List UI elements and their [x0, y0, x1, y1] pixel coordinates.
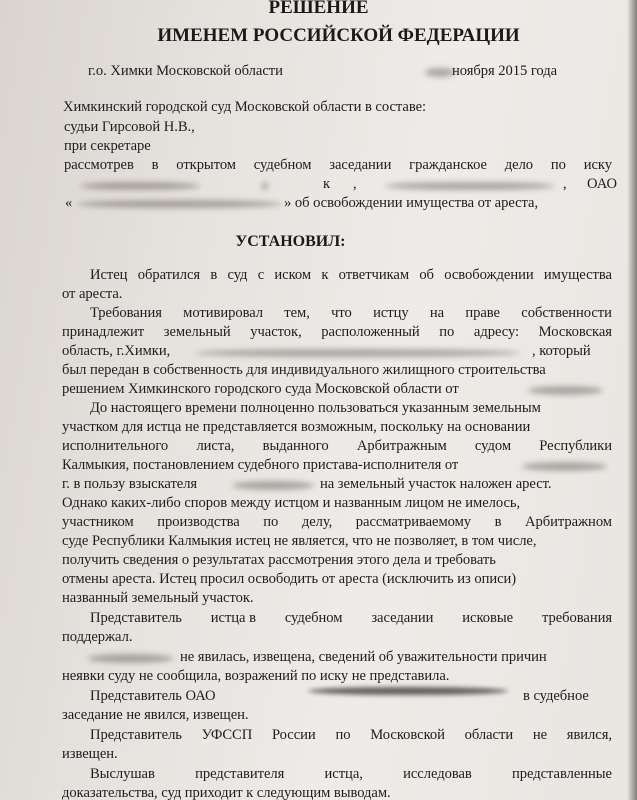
- body-line: Требования мотивировал тем, что истцу на праве собственности: [90, 305, 612, 321]
- redaction: [77, 200, 282, 208]
- body-line: суде Республики Калмыкия истец не является, что не позволяет, в том числе,: [62, 533, 537, 549]
- redaction: [385, 182, 555, 190]
- intro-line: при секретаре: [64, 138, 151, 154]
- intro-line: рассмотрев в открытом судебном заседании гражданское дело по иску: [64, 157, 612, 173]
- body-line: , который: [532, 343, 591, 359]
- body-line: Однако каких-либо споров между истцом и названным лицом не имелось,: [62, 495, 521, 511]
- place-text: г.о. Химки Московской области: [88, 63, 283, 79]
- body-line: заседание не явился, извещен.: [62, 707, 249, 723]
- body-line: Выслушав представителя истца, исследовав представленные: [90, 766, 612, 782]
- body-line: получить сведения о результатах рассмотрения этого дела и требовать: [62, 552, 496, 568]
- redaction: [522, 462, 607, 471]
- case-quote-open: «: [65, 195, 73, 211]
- body-line: отмены ареста. Истец просил освободить от ареста (исключить из описи): [62, 571, 517, 587]
- redaction: [232, 481, 314, 490]
- redaction: [528, 386, 603, 395]
- body-line: не явилась, извещена, сведений об уважительности причин: [180, 649, 547, 665]
- body-line: Представитель ОАО: [90, 688, 216, 704]
- intro-line: Химкинский городской суд Московской области в составе:: [63, 99, 427, 115]
- body-line: Калмыкия, постановлением судебного пристава-исполнителя от: [62, 457, 459, 473]
- body-line: неявки суду не сообщила, возражений по иску не представила.: [62, 668, 450, 684]
- section-title: УСТАНОВИЛ:: [235, 233, 346, 250]
- body-line: от ареста.: [62, 286, 123, 302]
- body-line: поддержал.: [62, 629, 133, 645]
- document-subtitle: ИМЕНЕМ РОССИЙСКОЙ ФЕДЕРАЦИИ: [157, 25, 520, 46]
- case-comma: ,: [563, 176, 567, 192]
- body-line: на земельный участок наложен арест.: [320, 476, 552, 492]
- body-line: был передан в собственность для индивидуального жилищного строительства: [62, 362, 546, 378]
- date-text: ноября 2015 года: [452, 63, 558, 79]
- redaction: [88, 654, 173, 663]
- body-line: доказательства, суд приходит к следующим выводам.: [62, 785, 391, 800]
- body-line: в судебное: [523, 688, 589, 704]
- body-line: Представитель истца в судебном заседании исковые требования: [90, 610, 612, 626]
- page-edge-shadow: [627, 0, 637, 800]
- body-line: До настоящего времени полноценно пользоваться указанным земельным: [90, 400, 541, 416]
- redaction: [80, 182, 200, 190]
- redaction: [425, 68, 455, 77]
- body-line: Истец обратился в суд с иском к ответчикам об освобождении имущества: [90, 267, 612, 283]
- body-line: г. в пользу взыскателя: [62, 476, 198, 492]
- intro-line: судьи Гирсовой Н.В.,: [64, 119, 195, 135]
- case-oao: ОАО: [587, 176, 618, 192]
- body-line: участком для истца не представляется возможным, поскольку на основании: [62, 419, 531, 435]
- body-line: извещен.: [62, 746, 118, 762]
- redaction: [262, 182, 268, 190]
- case-subject: » об освобождении имущества от ареста,: [284, 195, 539, 211]
- case-k: к: [323, 176, 331, 192]
- body-line: исполнительного листа, выданного Арбитражным судом Республики: [62, 438, 612, 454]
- case-comma: ,: [353, 176, 357, 192]
- body-line: решением Химкинского городского суда Московской области от: [62, 381, 459, 397]
- redaction: [195, 349, 520, 357]
- document-title: РЕШЕНИЕ: [268, 0, 369, 18]
- body-line: Представитель УФССП России по Московской области не явился,: [90, 727, 612, 743]
- body-line: участником производства по делу, рассматриваемому в Арбитражном: [62, 514, 612, 530]
- body-line: названный земельный участок.: [62, 590, 254, 606]
- redaction: [308, 687, 508, 695]
- body-line: область, г.Химки,: [62, 343, 171, 359]
- body-line: принадлежит земельный участок, расположенный по адресу: Московская: [62, 324, 612, 340]
